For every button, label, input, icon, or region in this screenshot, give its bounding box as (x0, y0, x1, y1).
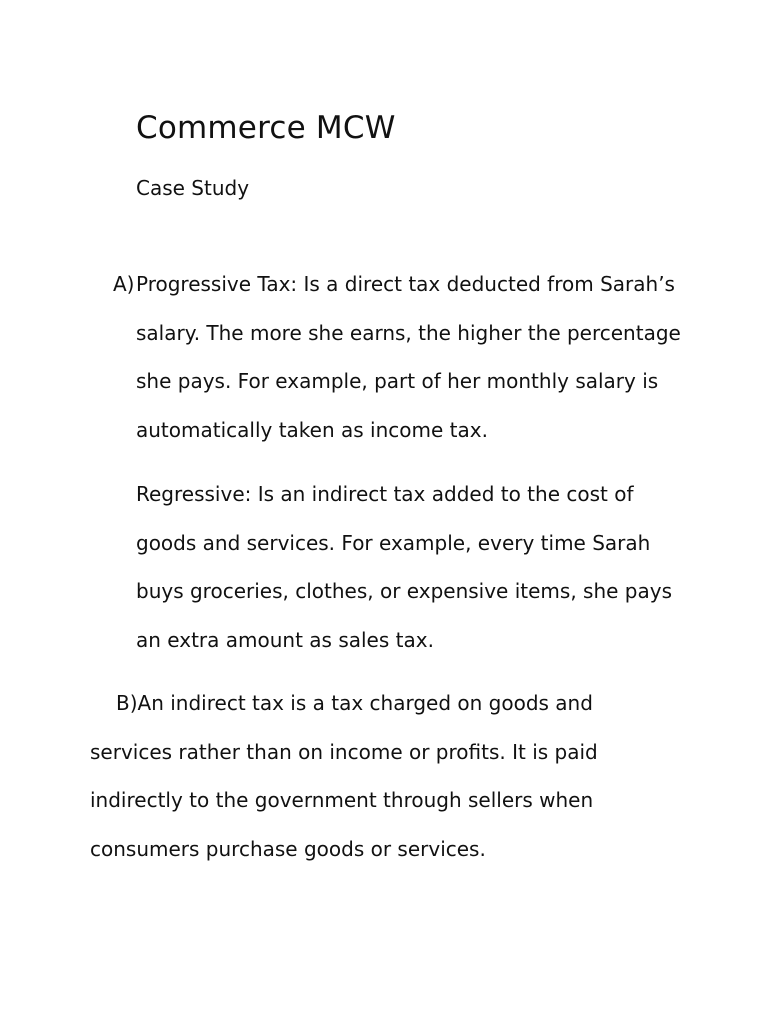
section-a-progressive-paragraph: Progressive Tax: Is a direct tax deducted from Sarah’s salary. The more she earns, the higher the percentage she pays. For example, part of her monthly salary is automatically taken as income tax. (136, 272, 681, 442)
section-b-marker: B) (116, 691, 138, 715)
section-b-paragraph (90, 679, 650, 873)
section-a-regressive-paragraph: Regressive: Is an indirect tax added to the cost of goods and services. For example, every time Sarah buys groceries, clothes, or expensive items, she pays an extra amount as sales tax. (136, 482, 673, 652)
section-b-text: An indirect tax is a tax charged on goods and services rather than on income or profits. It is paid indirectly to the government through sellers when consumers purchase goods or services. (90, 691, 598, 861)
section-a-marker: A) (113, 272, 135, 296)
document-title: Commerce MCW (136, 110, 396, 146)
document-subtitle: Case Study (136, 176, 250, 200)
